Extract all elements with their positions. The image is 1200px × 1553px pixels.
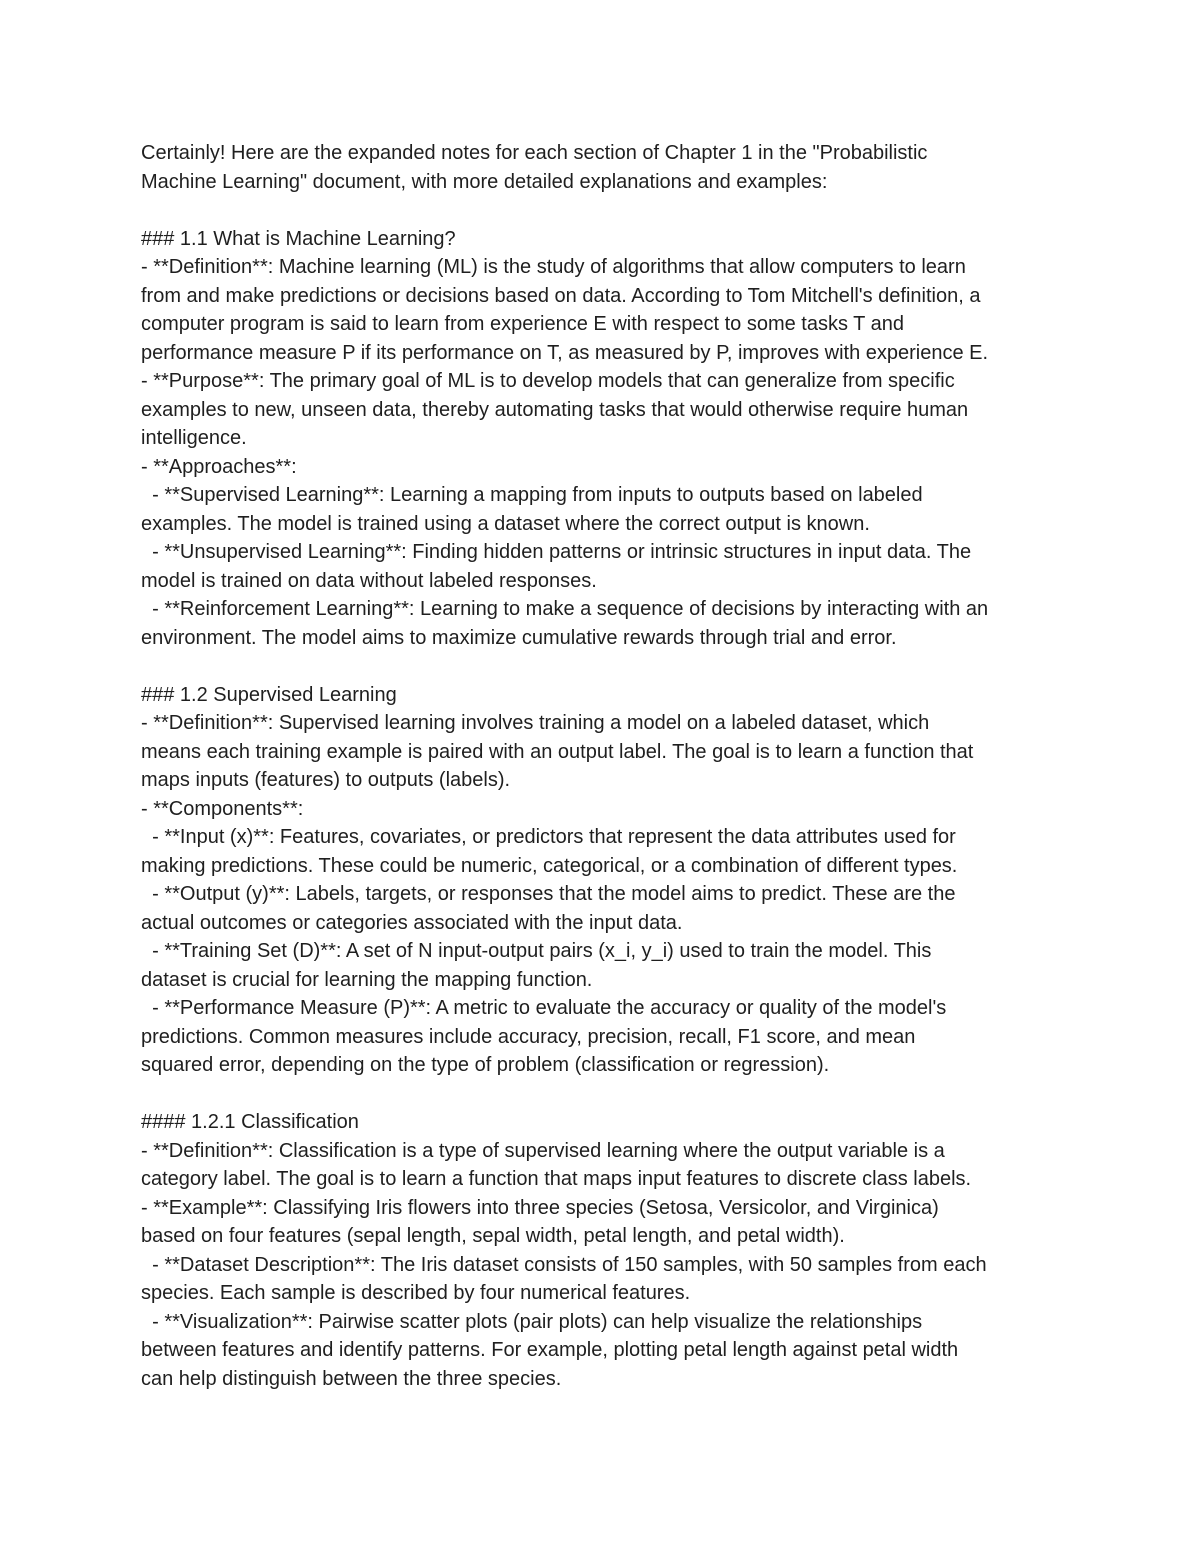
text-line: - **Purpose**: The primary goal of ML is to develop models that can generalize from specific: [141, 370, 955, 392]
text-line: dataset is crucial for learning the mapping function.: [141, 968, 593, 991]
text-line: means each training example is paired with an output label. The goal is to learn a function that: [141, 740, 974, 763]
text-line: actual outcomes or categories associated with the input data.: [141, 911, 683, 934]
text-line: - **Training Set (D)**: A set of N input-output pairs (x_i, y_i) used to train the model. This: [141, 940, 932, 962]
blank-line: [141, 196, 1076, 225]
text-line: - **Components**:: [141, 797, 304, 820]
blank-line: [141, 652, 1076, 681]
text-line: intelligence.: [141, 427, 247, 449]
text-line: species. Each sample is described by four numerical features.: [141, 1282, 691, 1304]
text-line: from and make predictions or decisions based on data. According to Tom Mitchell's definition, a: [141, 284, 981, 307]
text-line: examples to new, unseen data, thereby automating tasks that would otherwise require human: [141, 398, 969, 421]
text-line: performance measure P if its performance on T, as measured by P, improves with experience E.: [141, 341, 989, 364]
text-line: - **Visualization**: Pairwise scatter plots (pair plots) can help visualize the relationships: [141, 1310, 923, 1333]
text-line: can help distinguish between the three species.: [141, 1367, 562, 1390]
text-line: - **Reinforcement Learning**: Learning to make a sequence of decisions by interacting with an: [141, 598, 989, 620]
text-line: - **Definition**: Classification is a type of supervised learning where the output variable is a: [141, 1139, 945, 1162]
blank-line: [141, 1080, 1076, 1109]
document-page: [141, 139, 1076, 1393]
text-line: model is trained on data without labeled responses.: [141, 569, 597, 592]
text-line: maps inputs (features) to outputs (labels).: [141, 769, 511, 791]
subsection-heading: #### 1.2.1 Classification: [141, 1111, 359, 1133]
text-line: - **Definition**: Supervised learning involves training a model on a labeled dataset, which: [141, 712, 930, 734]
text-line: - **Approaches**:: [141, 455, 297, 478]
section-heading: ### 1.1 What is Machine Learning?: [141, 227, 456, 250]
text-line: making predictions. These could be numeric, categorical, or a combination of different types.: [141, 854, 958, 877]
intro-line: Certainly! Here are the expanded notes for each section of Chapter 1 in the "Probabilistic: [141, 142, 928, 164]
text-line: - **Supervised Learning**: Learning a mapping from inputs to outputs based on labeled: [141, 484, 923, 506]
text-line: based on four features (sepal length, sepal width, petal length, and petal width).: [141, 1225, 845, 1247]
text-line: computer program is said to learn from experience E with respect to some tasks T and: [141, 313, 904, 335]
text-line: - **Performance Measure (P)**: A metric to evaluate the accuracy or quality of the model's: [141, 997, 947, 1019]
text-line: - **Input (x)**: Features, covariates, or predictors that represent the data attributes used for: [141, 826, 956, 848]
text-line: between features and identify patterns. For example, plotting petal length against petal width: [141, 1339, 959, 1361]
intro-line: Machine Learning" document, with more detailed explanations and examples:: [141, 170, 828, 193]
text-line: - **Definition**: Machine learning (ML) is the study of algorithms that allow computers to learn: [141, 256, 966, 278]
text-line: predictions. Common measures include accuracy, precision, recall, F1 score, and mean: [141, 1025, 916, 1048]
text-line: examples. The model is trained using a dataset where the correct output is known.: [141, 512, 870, 535]
text-line: - **Unsupervised Learning**: Finding hidden patterns or intrinsic structures in input data. The: [141, 541, 972, 563]
text-line: environment. The model aims to maximize cumulative rewards through trial and error.: [141, 626, 897, 649]
text-line: - **Output (y)**: Labels, targets, or responses that the model aims to predict. These are the: [141, 883, 956, 905]
text-line: squared error, depending on the type of problem (classification or regression).: [141, 1054, 830, 1076]
text-line: - **Example**: Classifying Iris flowers into three species (Setosa, Versicolor, and Virginica): [141, 1196, 939, 1219]
section-heading: ### 1.2 Supervised Learning: [141, 683, 397, 706]
text-line: category label. The goal is to learn a function that maps input features to discrete class labels.: [141, 1168, 972, 1190]
text-line: - **Dataset Description**: The Iris dataset consists of 150 samples, with 50 samples from each: [141, 1253, 987, 1276]
